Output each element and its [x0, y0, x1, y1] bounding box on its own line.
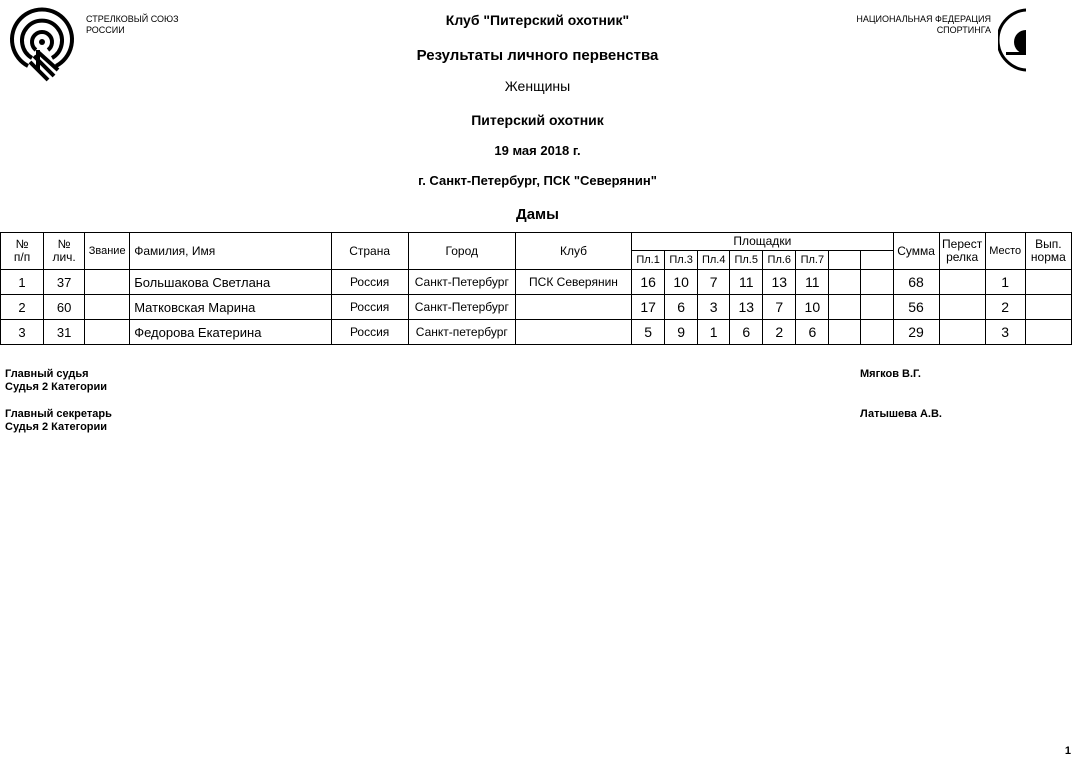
- cell-country: Россия: [331, 270, 408, 295]
- event-title: Питерский охотник: [471, 112, 604, 128]
- header-range-5: Пл.5: [730, 251, 763, 270]
- cell-place: 1: [985, 270, 1025, 295]
- cell-city: Санкт-Петербург: [408, 270, 515, 295]
- page-number: 1: [1064, 745, 1071, 757]
- cell-club: [515, 295, 631, 320]
- header-norm-line1: Вып.: [1035, 237, 1062, 251]
- cell-score: 16: [632, 270, 665, 295]
- header-place: Место: [985, 233, 1025, 270]
- header-range-1: Пл.1: [632, 251, 665, 270]
- cell-license: 37: [44, 270, 85, 295]
- cell-score: 7: [698, 270, 730, 295]
- cell-rank: [85, 270, 130, 295]
- cell-score: 6: [796, 320, 829, 345]
- header-range-3: Пл.3: [665, 251, 698, 270]
- header-ranges: Площадки: [632, 233, 893, 251]
- group-title: Дамы: [516, 206, 559, 223]
- header-norm: [1025, 233, 1071, 270]
- cell-num: 3: [1, 320, 44, 345]
- cell-rank: [85, 295, 130, 320]
- header-range-empty-1: [829, 251, 861, 270]
- cell-score: 3: [698, 295, 730, 320]
- header-club: Клуб: [515, 233, 631, 270]
- cell-city: Санкт-Петербург: [408, 295, 515, 320]
- org-right-line1: НАЦИОНАЛЬНАЯ ФЕДЕРАЦИЯ: [856, 14, 991, 24]
- cell-sum: 56: [893, 295, 939, 320]
- header-rank: Звание: [85, 233, 130, 270]
- header-license: [44, 233, 85, 270]
- cell-score: 10: [665, 270, 698, 295]
- cell-score: [829, 320, 861, 345]
- org-left-line1: СТРЕЛКОВЫЙ СОЮЗ: [86, 14, 179, 24]
- cell-score: 7: [763, 295, 796, 320]
- cell-score: 17: [632, 295, 665, 320]
- header-range-4: Пл.4: [698, 251, 730, 270]
- cell-place: 2: [985, 295, 1025, 320]
- table-row: [1, 295, 1072, 320]
- cell-score: 11: [796, 270, 829, 295]
- cell-score: 9: [665, 320, 698, 345]
- org-right-line2: СПОРТИНГА: [936, 25, 991, 35]
- chief-secretary-category: Судья 2 Категории: [5, 421, 108, 433]
- header-range-7: Пл.7: [796, 251, 829, 270]
- results-title: Результаты личного первенства: [416, 47, 659, 64]
- header-num-line2: п/п: [13, 250, 31, 264]
- cell-shootoff: [939, 295, 985, 320]
- cell-city: Санкт-петербург: [408, 320, 515, 345]
- cell-sum: 68: [893, 270, 939, 295]
- chief-secretary-block: [5, 408, 112, 434]
- cell-club: ПСК Северянин: [515, 270, 631, 295]
- chief-judge-name: Мягков В.Г.: [860, 368, 921, 380]
- cell-score: 1: [698, 320, 730, 345]
- cell-score: 13: [730, 295, 763, 320]
- cell-name: Федорова Екатерина: [130, 320, 331, 345]
- cell-license: 60: [44, 295, 85, 320]
- cell-score: 10: [796, 295, 829, 320]
- event-date: 19 мая 2018 г.: [494, 143, 581, 158]
- chief-judge-title: Главный судья: [5, 368, 89, 380]
- cell-score: [861, 270, 893, 295]
- header-shootoff-line1: Перест: [942, 237, 983, 251]
- cell-score: 13: [763, 270, 796, 295]
- cell-place: 3: [985, 320, 1025, 345]
- cell-score: 6: [730, 320, 763, 345]
- cell-shootoff: [939, 270, 985, 295]
- header-country: Страна: [331, 233, 408, 270]
- cell-shootoff: [939, 320, 985, 345]
- chief-judge-block: [5, 368, 107, 394]
- org-left-line2: РОССИИ: [86, 25, 125, 35]
- cell-name: Большакова Светлана: [130, 270, 331, 295]
- event-place: г. Санкт-Петербург, ПСК "Северянин": [418, 173, 657, 188]
- header-name: Фамилия, Имя: [130, 233, 331, 270]
- cell-score: [861, 320, 893, 345]
- club-title: Клуб "Питерский охотник": [445, 12, 630, 28]
- header-num-line1: №: [15, 237, 29, 251]
- cell-country: Россия: [331, 295, 408, 320]
- cell-norm: [1025, 270, 1071, 295]
- cell-country: Россия: [331, 320, 408, 345]
- cell-score: [829, 295, 861, 320]
- chief-secretary-name: Латышева А.В.: [860, 408, 942, 420]
- header-license-line2: лич.: [52, 250, 76, 264]
- cell-sum: 29: [893, 320, 939, 345]
- header-range-6: Пл.6: [763, 251, 796, 270]
- cell-score: [829, 270, 861, 295]
- results-table: [0, 232, 1072, 345]
- cell-club: [515, 320, 631, 345]
- cell-score: [861, 295, 893, 320]
- cell-name: Матковская Марина: [130, 295, 331, 320]
- cell-rank: [85, 320, 130, 345]
- header-sum: Сумма: [893, 233, 939, 270]
- table-row: [1, 320, 1072, 345]
- cell-norm: [1025, 320, 1071, 345]
- cell-num: 1: [1, 270, 44, 295]
- cell-num: 2: [1, 295, 44, 320]
- cell-score: 11: [730, 270, 763, 295]
- header-shootoff-line2: релка: [946, 250, 979, 264]
- header-norm-line2: норма: [1030, 250, 1066, 264]
- chief-secretary-title: Главный секретарь: [5, 408, 112, 420]
- chief-judge-category: Судья 2 Категории: [5, 381, 108, 393]
- header-city: Город: [408, 233, 515, 270]
- header-shootoff: [939, 233, 985, 270]
- table-row: [1, 270, 1072, 295]
- cell-score: 6: [665, 295, 698, 320]
- cell-norm: [1025, 295, 1071, 320]
- header-range-empty-2: [861, 251, 893, 270]
- header-license-line1: №: [57, 237, 71, 251]
- header-num: [1, 233, 44, 270]
- cell-score: 5: [632, 320, 665, 345]
- cell-license: 31: [44, 320, 85, 345]
- category-title: Женщины: [504, 78, 571, 94]
- cell-score: 2: [763, 320, 796, 345]
